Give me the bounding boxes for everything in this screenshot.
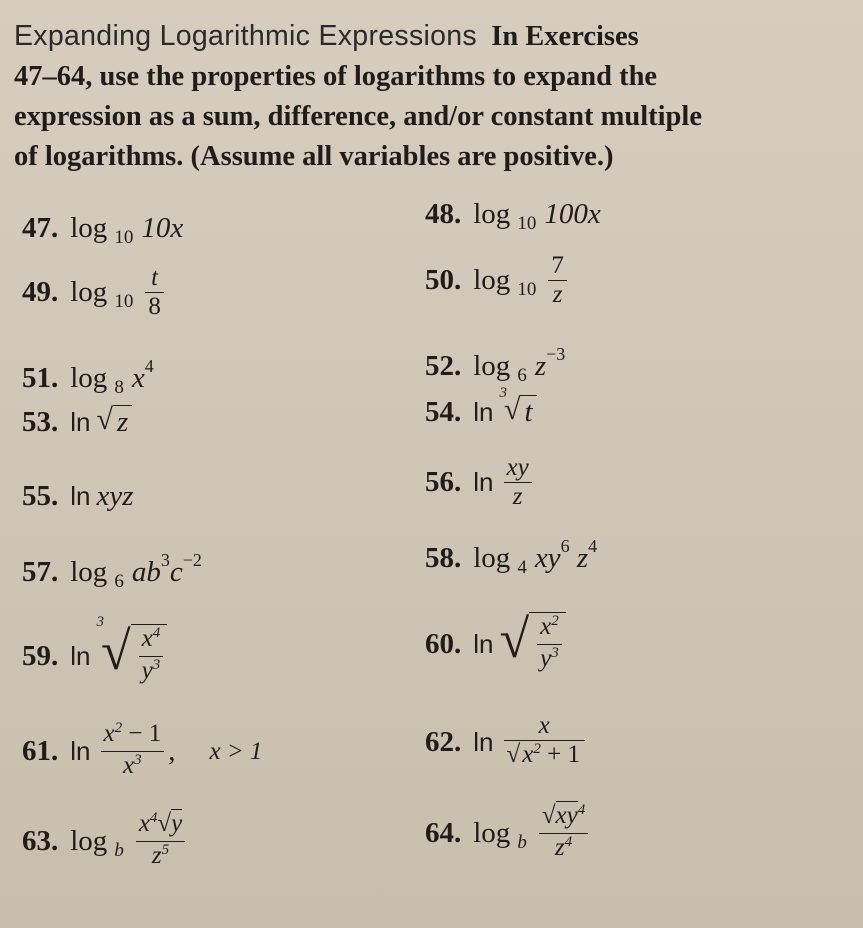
denominator-base: z [151, 842, 162, 869]
ln-function: ln [473, 628, 494, 659]
radicand: xy [555, 802, 578, 829]
exercise-number: 57. [22, 556, 59, 588]
ln-function: ln [70, 481, 91, 511]
log-base: 4 [517, 556, 527, 578]
exercise-number: 49. [22, 276, 59, 308]
exercise-64 [425, 802, 588, 865]
ln-function: ln [70, 736, 91, 766]
log-base: b [114, 839, 124, 861]
square-root: √ z [97, 405, 133, 439]
denominator: z [552, 281, 563, 308]
factor: c [169, 556, 183, 588]
exercise-number: 62. [425, 725, 462, 758]
fraction [145, 264, 164, 321]
log-base: 10 [114, 290, 134, 312]
exercise-57 [22, 550, 202, 592]
fraction: $\frac{√xy^4}{z^4}$ [539, 802, 588, 865]
exercise-number: 60. [425, 627, 462, 660]
log-base: 6 [114, 570, 124, 592]
section-title: Expanding Logarithmic Expressions [14, 20, 477, 52]
ln-function: ln [70, 406, 91, 437]
exercise-59 [22, 614, 167, 688]
exercise-number: 56. [425, 466, 462, 498]
cube-root: 3 √ $\frac{x^4}{y^3}$ [97, 624, 168, 688]
exercise-number: 48. [425, 198, 462, 230]
radicand: z [113, 405, 132, 439]
denominator-base: z [554, 834, 565, 861]
ln-function: ln [473, 396, 494, 427]
factor: z [576, 542, 589, 574]
denominator-base: x [123, 752, 135, 779]
exponent: 3 [152, 657, 161, 673]
log-function: log [70, 212, 108, 244]
exercise-54 [425, 385, 537, 429]
exercise-50 [425, 252, 567, 309]
exponent: −2 [182, 550, 202, 570]
numerator: x [538, 712, 550, 739]
ln-function: ln [473, 467, 494, 497]
fraction [101, 720, 165, 783]
exercise-number: 47. [22, 212, 59, 244]
domain-condition: x > 1 [209, 737, 263, 765]
factor: xy [534, 542, 561, 574]
log-base: 10 [114, 226, 134, 248]
numerator: 7 [551, 252, 564, 279]
exercise-number: 50. [425, 264, 462, 296]
exercise-53 [22, 405, 132, 439]
log-function: log [473, 542, 511, 574]
exercise-51 [22, 356, 154, 398]
exponent: 4 [564, 834, 573, 850]
exercise-number: 63. [22, 825, 59, 857]
exercise-47 [22, 212, 184, 248]
fraction: $\frac{x^4√y}{z^5}$ [136, 810, 185, 873]
section-header [14, 16, 844, 177]
radicand: t [520, 395, 536, 429]
exercise-60 [425, 609, 566, 676]
numerator-base: x [540, 613, 552, 640]
exercise-number: 59. [22, 639, 59, 672]
log-argument: z [534, 350, 547, 382]
square-root: √ $\frac{x^2}{y^3}$ [500, 612, 566, 676]
exercise-52 [425, 344, 566, 386]
log-argument: 10x [141, 212, 184, 244]
exercise-number: 53. [22, 405, 59, 438]
log-argument: 100x [544, 198, 601, 230]
exponent: −3 [546, 344, 566, 364]
exercise-number: 51. [22, 362, 59, 394]
log-base: 8 [114, 376, 124, 398]
exercise-56 [425, 454, 532, 511]
log-function: log [70, 276, 108, 308]
radicand: y [171, 810, 183, 837]
exponent: 4 [588, 536, 598, 556]
fraction [537, 613, 562, 676]
log-function: log [473, 198, 511, 230]
instructions-line-2: 47–64, use the properties of logarithms to expand the [14, 61, 658, 92]
ln-function: ln [473, 726, 494, 757]
numerator: t [151, 264, 159, 291]
root-index: 3 [499, 385, 507, 401]
fraction: $\frac{x}{√x^2 + 1}$ [504, 712, 585, 772]
exponent: 3 [160, 550, 170, 570]
exponent: 4 [577, 802, 586, 818]
log-base: 10 [517, 278, 537, 300]
exercise-63 [22, 810, 185, 873]
log-function: log [473, 350, 511, 382]
numerator: xy [506, 454, 529, 481]
denominator: 8 [148, 293, 161, 320]
exponent: 3 [134, 752, 142, 768]
exercise-number: 58. [425, 542, 462, 574]
exponent: 2 [533, 741, 541, 757]
denominator-base: y [540, 645, 552, 672]
log-function: log [70, 825, 108, 857]
log-function: log [473, 817, 511, 849]
exercise-number: 52. [425, 350, 462, 382]
exponent: 2 [114, 720, 123, 736]
numerator-base: x [138, 810, 150, 837]
exponent: 5 [161, 842, 170, 858]
log-base: 10 [517, 212, 537, 234]
numerator-base: x [141, 625, 153, 652]
log-base: 6 [517, 364, 527, 386]
section-intro: In Exercises [491, 21, 639, 52]
exercise-49 [22, 264, 164, 321]
fraction [139, 625, 164, 688]
denominator-base: y [141, 657, 153, 684]
denominator-base: x [522, 741, 534, 768]
numerator-rest: − 1 [122, 720, 162, 747]
denominator-rest: + 1 [540, 741, 580, 768]
cube-root: 3 √ t [500, 395, 537, 429]
exponent: 4 [152, 625, 161, 641]
ln-function: ln [70, 640, 91, 671]
fraction [504, 454, 532, 511]
exercise-61: 61. ln $\frac{x^2 - 1}{x^3}$ , x > 1 [22, 720, 262, 783]
exercise-number: 54. [425, 395, 462, 428]
denominator: z [512, 483, 523, 510]
fraction [548, 252, 567, 309]
ln-argument: xyz [96, 480, 134, 512]
exercise-number: 55. [22, 480, 59, 512]
root-index: 3 [96, 614, 104, 630]
log-function: log [70, 362, 108, 394]
numerator-base: x [103, 720, 115, 747]
exercise-48 [425, 198, 601, 234]
exponent: 4 [149, 810, 158, 826]
exercise-number: 64. [425, 817, 462, 849]
factor: ab [131, 556, 161, 588]
exercise-58 [425, 536, 598, 578]
log-base: b [517, 831, 527, 853]
exponent: 2 [551, 613, 559, 629]
exercise-55 [22, 480, 134, 513]
log-argument: x [131, 362, 145, 394]
instructions-line-4: of logarithms. (Assume all variables are positive.) [14, 141, 614, 172]
instructions-line-3: expression as a sum, difference, and/or constant multiple [14, 101, 702, 132]
exponent: 3 [551, 645, 559, 661]
exercise-62 [425, 712, 585, 772]
log-function: log [70, 556, 108, 588]
exercise-number: 61. [22, 735, 59, 767]
log-function: log [473, 264, 511, 296]
exponent: 6 [560, 536, 570, 556]
exponent: 4 [144, 356, 154, 376]
